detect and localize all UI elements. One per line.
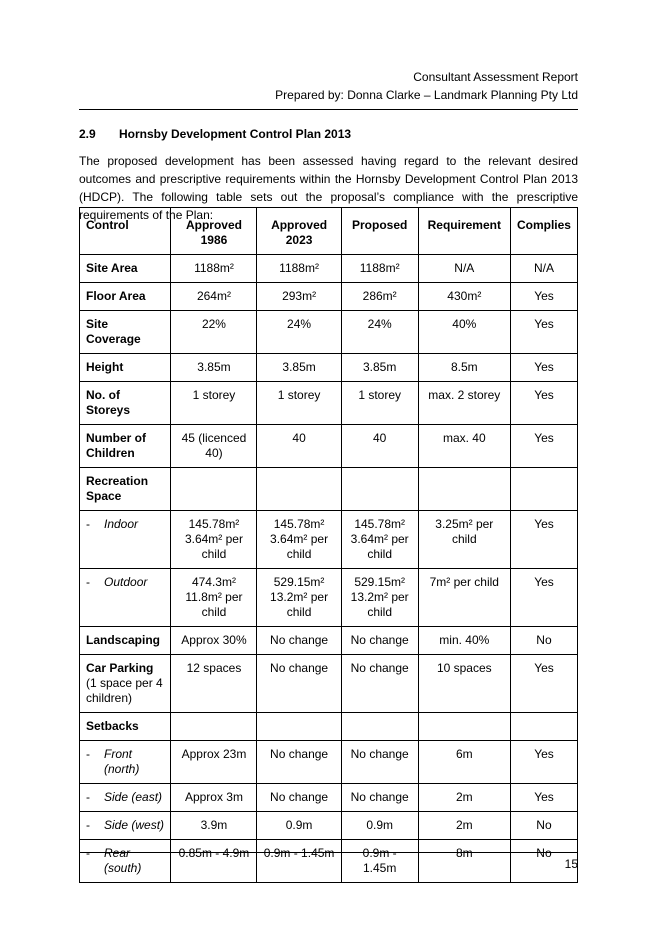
value-cell: 1188m²: [257, 255, 341, 283]
bullet-dash: -: [86, 575, 90, 589]
value-cell: [418, 713, 510, 741]
control-label: Side (west): [104, 818, 165, 832]
value-cell: 145.78m² 3.64m² per child: [257, 511, 341, 569]
column-header: Complies: [510, 208, 577, 255]
value-cell: Yes: [510, 741, 577, 784]
value-cell: 10 spaces: [418, 655, 510, 713]
value-cell: [341, 713, 418, 741]
table-row: [80, 382, 578, 425]
control-label: Rear (south): [104, 846, 142, 875]
table-row: [80, 713, 578, 741]
value-cell: 22%: [171, 311, 257, 354]
value-cell: Approx 3m: [171, 784, 257, 812]
table-row: [80, 627, 578, 655]
value-cell: No change: [341, 784, 418, 812]
value-cell: min. 40%: [418, 627, 510, 655]
value-cell: 474.3m² 11.8m² per child: [171, 569, 257, 627]
bullet-dash: -: [86, 818, 90, 832]
control-label: Site Area: [86, 261, 138, 275]
intro-paragraph: The proposed development has been assessed having regard to the relevant desired outcomes and prescriptive requirements within the Hornsby Development Control Plan 2013 (HDCP). The following table sets out the proposal’s compliance with the prescriptive requirements of the Plan:: [79, 154, 578, 222]
control-cell: [80, 382, 171, 425]
value-cell: 0.9m - 1.45m: [341, 840, 418, 883]
value-cell: [341, 468, 418, 511]
value-cell: 12 spaces: [171, 655, 257, 713]
control-cell: [80, 812, 171, 840]
table-row: [80, 311, 578, 354]
table-row: [80, 511, 578, 569]
value-cell: Approx 30%: [171, 627, 257, 655]
value-cell: Yes: [510, 511, 577, 569]
value-cell: Yes: [510, 311, 577, 354]
value-cell: [257, 713, 341, 741]
table-row: [80, 425, 578, 468]
table-row: [80, 283, 578, 311]
header-prepared-by: Prepared by: Donna Clarke – Landmark Planning Pty Ltd: [275, 88, 578, 102]
control-cell: [80, 741, 171, 784]
value-cell: [171, 713, 257, 741]
value-cell: [257, 468, 341, 511]
table-row: [80, 784, 578, 812]
column-header: Control: [80, 208, 171, 255]
control-cell: [80, 425, 171, 468]
table-row: [80, 354, 578, 382]
value-cell: Yes: [510, 784, 577, 812]
control-cell: [80, 511, 171, 569]
bullet-dash: -: [86, 747, 90, 761]
control-label: Indoor: [104, 517, 139, 531]
control-label: Site Coverage: [86, 317, 141, 346]
value-cell: max. 40: [418, 425, 510, 468]
table-row: [80, 569, 578, 627]
value-cell: 0.85m - 4.9m: [171, 840, 257, 883]
footer-divider: [79, 852, 578, 853]
value-cell: 40: [257, 425, 341, 468]
control-label: No. of Storeys: [86, 388, 131, 417]
compliance-table: [79, 207, 578, 883]
value-cell: No change: [341, 627, 418, 655]
value-cell: 1 storey: [257, 382, 341, 425]
value-cell: 0.9m: [257, 812, 341, 840]
value-cell: 145.78m² 3.64m² per child: [341, 511, 418, 569]
value-cell: 145.78m² 3.64m² per child: [171, 511, 257, 569]
control-label: Outdoor: [104, 575, 148, 589]
value-cell: 3.85m: [341, 354, 418, 382]
control-cell: [80, 840, 171, 883]
table-row: [80, 468, 578, 511]
value-cell: 6m: [418, 741, 510, 784]
control-label: Setbacks: [86, 719, 139, 733]
value-cell: 3.25m² per child: [418, 511, 510, 569]
column-header: Approved 2023: [257, 208, 341, 255]
value-cell: 529.15m² 13.2m² per child: [341, 569, 418, 627]
report-header: [275, 68, 578, 104]
value-cell: Yes: [510, 425, 577, 468]
value-cell: N/A: [418, 255, 510, 283]
value-cell: 1 storey: [171, 382, 257, 425]
control-label: Height: [86, 360, 124, 374]
value-cell: max. 2 storey: [418, 382, 510, 425]
value-cell: 40%: [418, 311, 510, 354]
control-cell: [80, 784, 171, 812]
control-cell: [80, 713, 171, 741]
section-title: Hornsby Development Control Plan 2013: [119, 127, 352, 141]
value-cell: No change: [341, 741, 418, 784]
value-cell: 264m²: [171, 283, 257, 311]
value-cell: 8m: [418, 840, 510, 883]
value-cell: No change: [257, 784, 341, 812]
control-label: Floor Area: [86, 289, 146, 303]
value-cell: Yes: [510, 354, 577, 382]
value-cell: 1188m²: [341, 255, 418, 283]
section-heading: [79, 127, 351, 141]
value-cell: [510, 713, 577, 741]
value-cell: 2m: [418, 812, 510, 840]
table-row: [80, 655, 578, 713]
value-cell: Approx 23m: [171, 741, 257, 784]
value-cell: Yes: [510, 655, 577, 713]
value-cell: 1188m²: [171, 255, 257, 283]
page-number: 15: [564, 857, 578, 871]
header-divider: [79, 109, 578, 110]
header-title: Consultant Assessment Report: [413, 70, 578, 84]
value-cell: 293m²: [257, 283, 341, 311]
table-header-row: [80, 208, 578, 255]
value-cell: 286m²: [341, 283, 418, 311]
column-header: Requirement: [418, 208, 510, 255]
value-cell: 529.15m² 13.2m² per child: [257, 569, 341, 627]
bullet-dash: -: [86, 846, 90, 860]
control-label: Front (north): [104, 747, 140, 776]
control-note: (1 space per 4 children): [86, 676, 163, 705]
value-cell: 24%: [341, 311, 418, 354]
table-row: [80, 255, 578, 283]
control-cell: [80, 468, 171, 511]
value-cell: No: [510, 627, 577, 655]
control-label: Landscaping: [86, 633, 161, 647]
value-cell: 24%: [257, 311, 341, 354]
value-cell: Yes: [510, 569, 577, 627]
table-row: [80, 840, 578, 883]
control-cell: [80, 569, 171, 627]
control-cell: [80, 354, 171, 382]
table-row: [80, 812, 578, 840]
control-cell: [80, 255, 171, 283]
value-cell: No change: [341, 655, 418, 713]
control-label: Car Parking: [86, 661, 154, 675]
control-label: Recreation Space: [86, 474, 149, 503]
value-cell: [171, 468, 257, 511]
control-cell: [80, 311, 171, 354]
column-header: Approved 1986: [171, 208, 257, 255]
value-cell: N/A: [510, 255, 577, 283]
section-number: 2.9: [79, 127, 96, 141]
column-header: Proposed: [341, 208, 418, 255]
value-cell: [418, 468, 510, 511]
value-cell: No change: [257, 627, 341, 655]
bullet-dash: -: [86, 790, 90, 804]
value-cell: 3.85m: [257, 354, 341, 382]
value-cell: Yes: [510, 283, 577, 311]
value-cell: 2m: [418, 784, 510, 812]
value-cell: 0.9m: [341, 812, 418, 840]
value-cell: [510, 468, 577, 511]
value-cell: 430m²: [418, 283, 510, 311]
value-cell: 8.5m: [418, 354, 510, 382]
value-cell: No: [510, 840, 577, 883]
value-cell: 0.9m - 1.45m: [257, 840, 341, 883]
value-cell: No: [510, 812, 577, 840]
value-cell: No change: [257, 655, 341, 713]
bullet-dash: -: [86, 517, 90, 531]
control-label: Side (east): [104, 790, 163, 804]
control-cell: [80, 627, 171, 655]
value-cell: No change: [257, 741, 341, 784]
value-cell: 3.85m: [171, 354, 257, 382]
table-row: [80, 741, 578, 784]
value-cell: 40: [341, 425, 418, 468]
value-cell: 7m² per child: [418, 569, 510, 627]
control-cell: [80, 655, 171, 713]
value-cell: 1 storey: [341, 382, 418, 425]
value-cell: Yes: [510, 382, 577, 425]
value-cell: 3.9m: [171, 812, 257, 840]
control-cell: [80, 283, 171, 311]
value-cell: 45 (licenced 40): [171, 425, 257, 468]
control-label: Number of Children: [86, 431, 146, 460]
